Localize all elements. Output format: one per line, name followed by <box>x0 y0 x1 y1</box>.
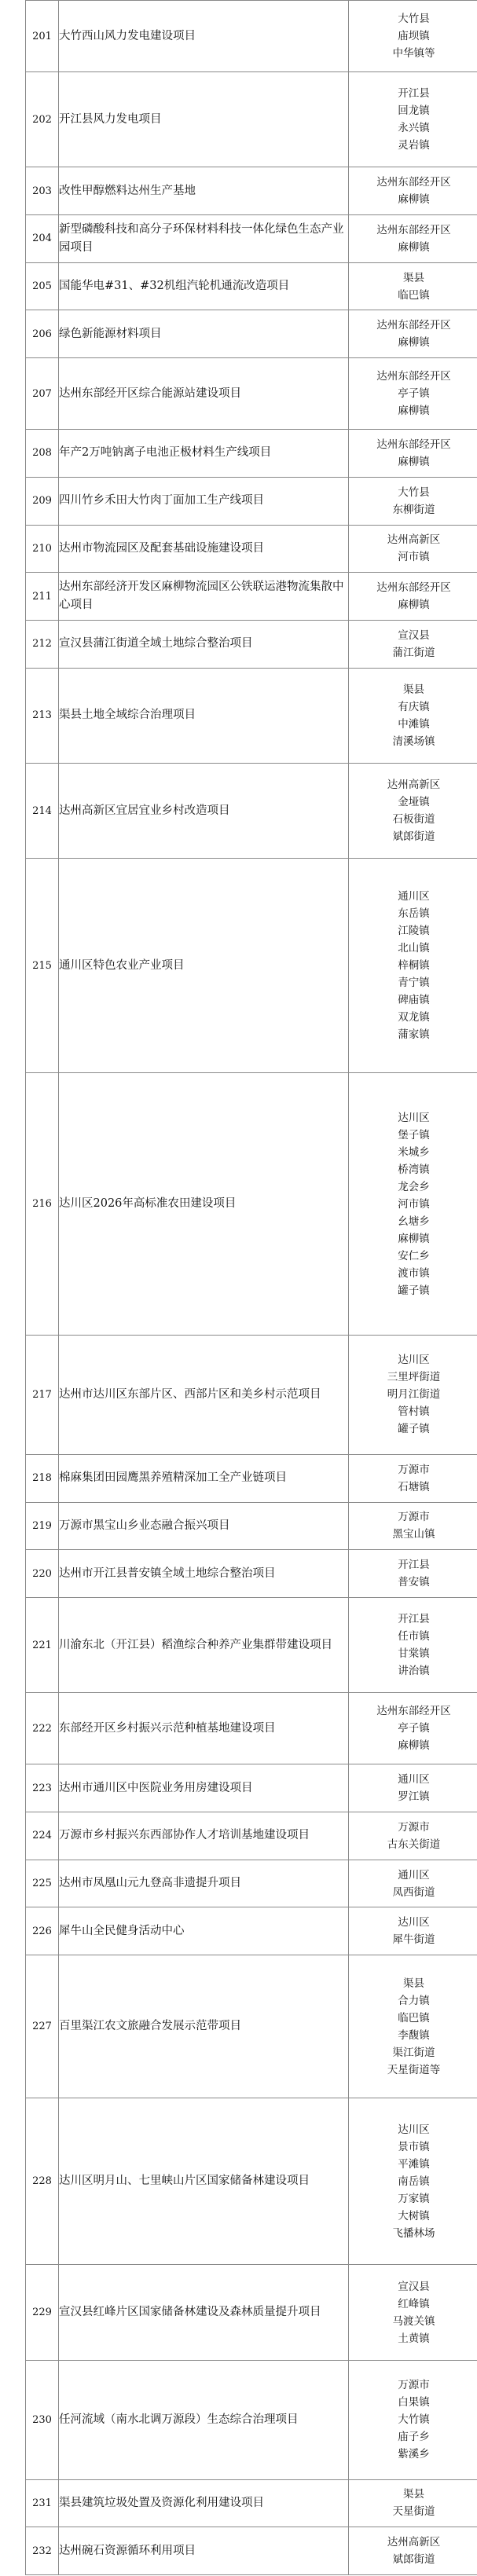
location-item: 中滩镇 <box>398 717 430 731</box>
table-row <box>26 763 477 858</box>
location-item: 平滩镇 <box>398 2157 430 2171</box>
project-name: 宣汉县红峰片区国家储备林建设及森林质量提升项目 <box>59 2306 321 2319</box>
location-item: 梓桐镇 <box>398 959 430 973</box>
project-name: 年产2万吨钠离子电池正极材料生产线项目 <box>59 446 272 460</box>
project-location-cell <box>349 1812 477 1860</box>
table-row <box>26 1073 477 1336</box>
location-item: 临巴镇 <box>398 288 430 302</box>
table-row <box>26 1502 477 1550</box>
location-item: 甘棠镇 <box>398 1647 430 1661</box>
project-name-cell <box>59 2527 349 2575</box>
table-row <box>26 1 477 72</box>
project-location-cell <box>349 859 477 1073</box>
row-number: 213 <box>26 668 59 763</box>
location-item: 渡市镇 <box>398 1266 430 1280</box>
project-location-cell <box>349 2360 477 2479</box>
table-row <box>26 525 477 573</box>
project-name-cell <box>59 668 349 763</box>
location-item: 大树镇 <box>398 2209 430 2222</box>
row-number: 232 <box>26 2527 59 2575</box>
location-item: 东岳镇 <box>398 907 430 921</box>
project-name: 达川区2026年高标准农田建设项目 <box>59 1197 237 1211</box>
project-name-cell <box>59 358 349 430</box>
location-item: 犀牛街道 <box>392 1933 435 1947</box>
location-item: 黑宝山镇 <box>392 1528 435 1541</box>
location-item: 三里坪街道 <box>387 1371 441 1384</box>
table-row <box>26 573 477 621</box>
project-location-cell <box>349 2479 477 2527</box>
project-name-cell <box>59 2265 349 2360</box>
table-row <box>26 1336 477 1455</box>
table-row <box>26 167 477 215</box>
location-item: 通川区 <box>398 1773 430 1786</box>
project-name: 新型磷酸科技和高分子环保材料科技一体化绿色生态产业园项目 <box>59 222 344 254</box>
project-name: 达州高新区宜居宜业乡村改造项目 <box>59 804 230 817</box>
project-name-cell <box>59 620 349 668</box>
project-name-cell <box>59 1693 349 1764</box>
location-item: 蒲家镇 <box>398 1028 430 1042</box>
location-item: 石塘镇 <box>398 1480 430 1493</box>
location-item: 蒲江街道 <box>392 646 435 659</box>
location-item: 亭子镇 <box>398 387 430 401</box>
location-item: 合力镇 <box>398 1994 430 2007</box>
location-item: 有庆镇 <box>398 700 430 713</box>
location-item: 幺塘乡 <box>398 1215 430 1228</box>
project-name: 川渝东北（开江县）稻渔综合种养产业集群带建设项目 <box>59 1638 332 1651</box>
location-item: 东柳街道 <box>392 503 435 516</box>
project-name-cell <box>59 430 349 478</box>
location-item: 白果镇 <box>398 2396 430 2409</box>
location-item: 开江县 <box>398 1559 430 1572</box>
project-location-cell <box>349 477 477 525</box>
project-location-cell <box>349 1860 477 1907</box>
location-item: 桥湾镇 <box>398 1163 430 1176</box>
project-name-cell <box>59 1454 349 1502</box>
location-item: 渠县 <box>403 2488 424 2501</box>
project-name-cell <box>59 859 349 1073</box>
row-number: 207 <box>26 358 59 430</box>
project-name: 达州碗石资源循环利用项目 <box>59 2544 196 2557</box>
location-item: 景市镇 <box>398 2140 430 2153</box>
project-name-cell <box>59 72 349 167</box>
project-location-cell <box>349 1550 477 1598</box>
location-item: 万源市 <box>398 1511 430 1524</box>
location-item: 麻柳镇 <box>398 599 430 612</box>
row-number: 220 <box>26 1550 59 1598</box>
project-location-cell <box>349 620 477 668</box>
location-item: 河市镇 <box>398 1197 430 1211</box>
project-name: 四川竹乡禾田大竹肉丁面加工生产线项目 <box>59 494 264 508</box>
location-item: 达州东部经开区 <box>376 319 451 332</box>
location-item: 任市镇 <box>398 1630 430 1643</box>
project-name-cell <box>59 1812 349 1860</box>
project-location-cell <box>349 2527 477 2575</box>
row-number: 216 <box>26 1073 59 1336</box>
project-name-cell <box>59 310 349 358</box>
row-number: 224 <box>26 1812 59 1860</box>
location-item: 渠江街道 <box>392 2046 435 2059</box>
location-item: 麻柳镇 <box>398 455 430 468</box>
location-item: 达川区 <box>398 1111 430 1124</box>
row-number: 211 <box>26 573 59 621</box>
location-item: 大竹县 <box>398 486 430 499</box>
row-number: 210 <box>26 525 59 573</box>
project-name-cell <box>59 1860 349 1907</box>
table-row <box>26 859 477 1073</box>
location-item: 麻柳镇 <box>398 193 430 207</box>
location-item: 开江县 <box>398 1613 430 1626</box>
project-name: 达州市开江县普安镇全域土地综合整治项目 <box>59 1566 276 1580</box>
location-item: 开江县 <box>398 87 430 101</box>
project-location-cell <box>349 668 477 763</box>
project-name: 达州东部经济开发区麻柳物流园区公铁联运港物流集散中心项目 <box>59 581 344 612</box>
location-item: 北山镇 <box>398 942 430 955</box>
project-location-cell <box>349 1502 477 1550</box>
row-number: 201 <box>26 1 59 72</box>
table-row <box>26 1693 477 1764</box>
location-item: 飞播林场 <box>392 2226 435 2240</box>
project-location-cell <box>349 1955 477 2098</box>
project-name-cell <box>59 2360 349 2479</box>
project-name: 任河流域（南水北调万源段）生态综合治理项目 <box>59 2413 299 2426</box>
location-item: 渠县 <box>403 683 424 696</box>
location-item: 通川区 <box>398 1868 430 1882</box>
location-item: 斌郎街道 <box>392 830 435 844</box>
location-item: 达州东部经开区 <box>376 176 451 189</box>
project-name-cell <box>59 763 349 858</box>
project-name-cell <box>59 2479 349 2527</box>
table-row <box>26 1907 477 1955</box>
row-number: 217 <box>26 1336 59 1455</box>
table-row <box>26 358 477 430</box>
row-number: 226 <box>26 1907 59 1955</box>
location-item: 李馥镇 <box>398 2028 430 2042</box>
project-name: 绿色新能源材料项目 <box>59 327 162 340</box>
project-location-cell <box>349 1336 477 1455</box>
row-number: 206 <box>26 310 59 358</box>
location-item: 达州高新区 <box>387 2536 441 2549</box>
project-name-cell <box>59 477 349 525</box>
project-name: 渠县建筑垃圾处置及资源化利用建设项目 <box>59 2496 264 2509</box>
row-number: 222 <box>26 1693 59 1764</box>
row-number: 218 <box>26 1454 59 1502</box>
location-item: 临巴镇 <box>398 2011 430 2025</box>
project-name-cell <box>59 525 349 573</box>
project-name: 犀牛山全民健身活动中心 <box>59 1924 185 1937</box>
location-item: 斌郎街道 <box>392 2553 435 2567</box>
location-item: 灵岩镇 <box>398 139 430 152</box>
project-location-cell <box>349 1 477 72</box>
location-item: 堡子镇 <box>398 1128 430 1141</box>
row-number: 204 <box>26 215 59 263</box>
location-item: 罐子镇 <box>398 1423 430 1436</box>
table-row <box>26 2360 477 2479</box>
project-name-cell <box>59 1550 349 1598</box>
location-item: 渠县 <box>403 271 424 284</box>
table-row <box>26 620 477 668</box>
location-item: 达州东部经开区 <box>376 223 451 236</box>
project-name: 达川区明月山、七里峡山片区国家储备林建设项目 <box>59 2175 310 2188</box>
project-name: 达州市物流园区及配套基础设施建设项目 <box>59 541 264 555</box>
location-item: 清溪场镇 <box>392 735 435 748</box>
project-location-cell <box>349 1693 477 1764</box>
project-name: 万源市乡村振兴东西部协作人才培训基地建设项目 <box>59 1829 310 1842</box>
project-location-cell <box>349 2098 477 2265</box>
project-location-cell <box>349 1907 477 1955</box>
location-item: 普安镇 <box>398 1576 430 1589</box>
table-row <box>26 1454 477 1502</box>
project-name: 改性甲醇燃料达州生产基地 <box>59 184 196 197</box>
location-item: 古东关街道 <box>387 1838 441 1851</box>
project-name-cell <box>59 1597 349 1692</box>
project-table-body <box>26 1 477 2575</box>
location-item: 亭子镇 <box>398 1722 430 1735</box>
location-item: 南岳镇 <box>398 2175 430 2188</box>
location-item: 回龙镇 <box>398 104 430 118</box>
location-item: 讲治镇 <box>398 1665 430 1678</box>
project-location-cell <box>349 2265 477 2360</box>
project-location-cell <box>349 525 477 573</box>
project-location-cell <box>349 1454 477 1502</box>
location-item: 凤西街道 <box>392 1885 435 1899</box>
project-name: 东部经开区乡村振兴示范种植基地建设项目 <box>59 1721 276 1735</box>
location-item: 中华镇等 <box>392 47 435 60</box>
table-row <box>26 310 477 358</box>
location-item: 达州东部经开区 <box>376 581 451 595</box>
location-item: 万源市 <box>398 2379 430 2392</box>
table-row <box>26 1812 477 1860</box>
location-item: 龙会乡 <box>398 1180 430 1193</box>
row-number: 209 <box>26 477 59 525</box>
location-item: 达州东部经开区 <box>376 370 451 383</box>
project-location-cell <box>349 262 477 310</box>
location-item: 达州高新区 <box>387 533 441 547</box>
project-name: 达州市凤凰山元九登高非遗提升项目 <box>59 1877 241 1889</box>
location-item: 麻柳镇 <box>398 1739 430 1753</box>
location-item: 金垭镇 <box>398 796 430 809</box>
location-item: 万家镇 <box>398 2192 430 2205</box>
table-row <box>26 2098 477 2265</box>
location-item: 万源市 <box>398 1463 430 1476</box>
location-item: 安仁乡 <box>398 1249 430 1262</box>
table-row <box>26 1955 477 2098</box>
project-name-cell <box>59 215 349 263</box>
project-table <box>25 0 477 2575</box>
location-item: 紫溪乡 <box>398 2448 430 2461</box>
table-row <box>26 1764 477 1812</box>
location-item: 明月江街道 <box>387 1388 441 1402</box>
location-item: 麻柳镇 <box>398 336 430 350</box>
location-item: 土黄镇 <box>398 2332 430 2345</box>
project-name-cell <box>59 1 349 72</box>
row-number: 203 <box>26 167 59 215</box>
project-name: 达州市通川区中医院业务用房建设项目 <box>59 1781 253 1794</box>
row-number: 225 <box>26 1860 59 1907</box>
project-name: 渠县土地全域综合治理项目 <box>59 709 196 722</box>
project-name-cell <box>59 573 349 621</box>
row-number: 219 <box>26 1502 59 1550</box>
location-item: 江陵镇 <box>398 925 430 938</box>
project-name: 国能华电#31、#32机组汽轮机通流改造项目 <box>59 280 290 293</box>
project-location-cell <box>349 310 477 358</box>
location-item: 碑庙镇 <box>398 994 430 1007</box>
location-item: 达州东部经开区 <box>376 1705 451 1718</box>
project-name-cell <box>59 1955 349 2098</box>
project-name: 达州东部经开区综合能源站建设项目 <box>59 387 241 400</box>
project-location-cell <box>349 573 477 621</box>
project-name: 棉麻集团田园鹰黑养殖精深加工全产业链项目 <box>59 1471 287 1485</box>
project-location-cell <box>349 430 477 478</box>
location-item: 天星街道等 <box>387 2063 441 2076</box>
project-location-cell <box>349 1597 477 1692</box>
project-location-cell <box>349 1764 477 1812</box>
location-item: 宣汉县 <box>398 628 430 642</box>
table-row <box>26 1597 477 1692</box>
location-item: 渠县 <box>403 1977 424 1990</box>
table-row <box>26 477 477 525</box>
location-item: 麻柳镇 <box>398 1232 430 1245</box>
project-name: 通川区特色农业产业项目 <box>59 958 185 972</box>
project-location-cell <box>349 358 477 430</box>
project-name: 百里渠江农文旅融合发展示范带项目 <box>59 2020 241 2033</box>
table-row <box>26 2479 477 2527</box>
row-number: 202 <box>26 72 59 167</box>
project-name-cell <box>59 1764 349 1812</box>
row-number: 223 <box>26 1764 59 1812</box>
project-name: 开江县风力发电项目 <box>59 112 162 126</box>
row-number: 228 <box>26 2098 59 2265</box>
location-item: 罗江镇 <box>398 1790 430 1804</box>
location-item: 万源市 <box>398 1820 430 1834</box>
location-item: 达川区 <box>398 2123 430 2136</box>
location-item: 达川区 <box>398 1354 430 1367</box>
location-item: 天星街道 <box>392 2505 435 2519</box>
location-item: 青宁镇 <box>398 977 430 990</box>
project-name: 大竹西山风力发电建设项目 <box>59 29 196 42</box>
location-item: 大竹镇 <box>398 2413 430 2427</box>
row-number: 205 <box>26 262 59 310</box>
project-name-cell <box>59 167 349 215</box>
location-item: 红峰镇 <box>398 2297 430 2310</box>
project-location-cell <box>349 215 477 263</box>
project-location-cell <box>349 167 477 215</box>
location-item: 大竹县 <box>398 13 430 25</box>
row-number: 212 <box>26 620 59 668</box>
project-name-cell <box>59 262 349 310</box>
project-name-cell <box>59 1336 349 1455</box>
table-row <box>26 430 477 478</box>
project-name: 达州市达川区东部片区、西部片区和美乡村示范项目 <box>59 1387 321 1401</box>
location-item: 达川区 <box>398 1916 430 1929</box>
table-row <box>26 215 477 263</box>
project-name: 万源市黑宝山乡业态融合振兴项目 <box>59 1519 230 1532</box>
row-number: 230 <box>26 2360 59 2479</box>
row-number: 231 <box>26 2479 59 2527</box>
row-number: 221 <box>26 1597 59 1692</box>
location-item: 马渡关镇 <box>392 2314 435 2328</box>
row-number: 208 <box>26 430 59 478</box>
location-item: 麻柳镇 <box>398 405 430 418</box>
project-name: 宣汉县蒲江街道全域土地综合整治项目 <box>59 637 253 650</box>
project-name-cell <box>59 1073 349 1336</box>
location-item: 达州高新区 <box>387 779 441 792</box>
location-item: 通川区 <box>398 890 430 903</box>
table-row <box>26 668 477 763</box>
row-number: 214 <box>26 763 59 858</box>
table-row <box>26 2527 477 2575</box>
location-item: 宣汉县 <box>398 2280 430 2293</box>
location-item: 永兴镇 <box>398 122 430 135</box>
location-item: 河市镇 <box>398 551 430 564</box>
location-item: 达州东部经开区 <box>376 438 451 451</box>
project-location-cell <box>349 1073 477 1336</box>
location-item: 米城乡 <box>398 1145 430 1159</box>
row-number: 227 <box>26 1955 59 2098</box>
table-row <box>26 72 477 167</box>
row-number: 215 <box>26 859 59 1073</box>
location-item: 管村镇 <box>398 1405 430 1419</box>
row-number: 229 <box>26 2265 59 2360</box>
location-item: 罐子镇 <box>398 1284 430 1297</box>
location-item: 麻柳镇 <box>398 240 430 254</box>
table-row <box>26 1550 477 1598</box>
location-item: 石板街道 <box>392 813 435 826</box>
project-name-cell <box>59 1907 349 1955</box>
project-location-cell <box>349 763 477 858</box>
table-row <box>26 2265 477 2360</box>
location-item: 双龙镇 <box>398 1011 430 1024</box>
table-row <box>26 1860 477 1907</box>
location-item: 庙坝镇 <box>398 30 430 42</box>
project-location-cell <box>349 72 477 167</box>
location-item: 庙子乡 <box>398 2431 430 2444</box>
table-row <box>26 262 477 310</box>
project-name-cell <box>59 1502 349 1550</box>
project-name-cell <box>59 2098 349 2265</box>
